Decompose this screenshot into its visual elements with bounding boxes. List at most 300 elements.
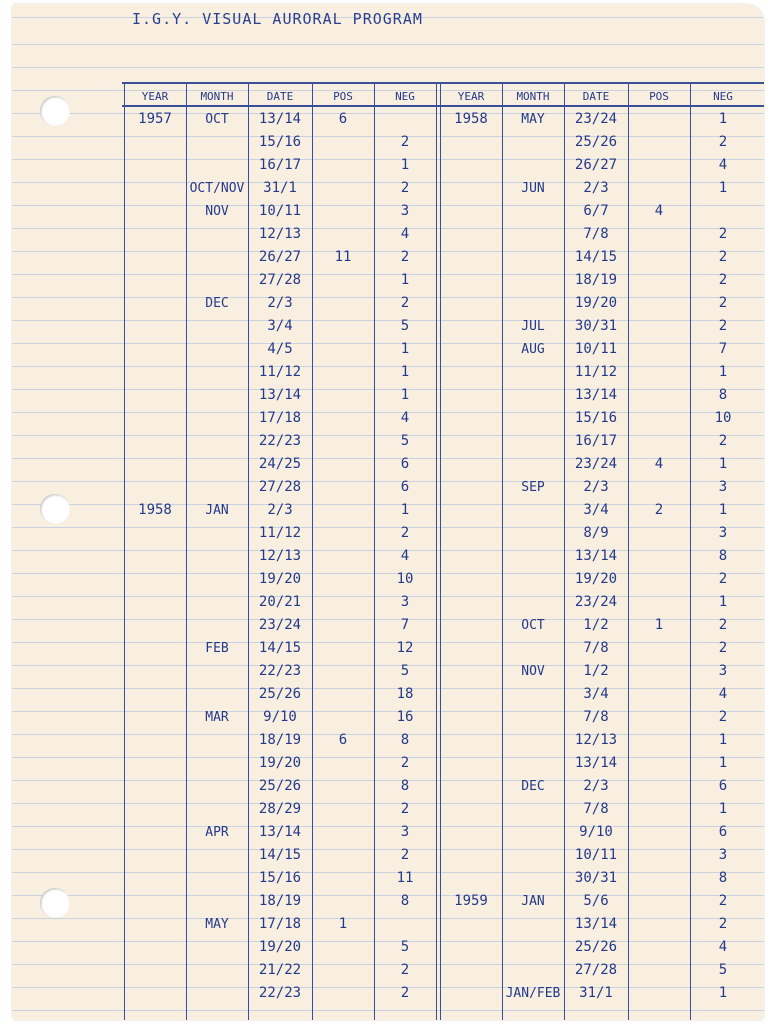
neg-cell: 3 <box>400 203 410 219</box>
date-cell: 2/3 <box>583 180 609 196</box>
year-cell <box>124 821 186 844</box>
neg-cell: 2 <box>718 640 728 656</box>
year-cell <box>440 568 502 591</box>
pos-cell <box>628 292 690 315</box>
month-cell <box>502 223 564 246</box>
neg-cell: 3 <box>718 847 728 863</box>
month-cell <box>186 568 248 591</box>
pos-cell <box>312 361 374 384</box>
year-cell: 1958 <box>138 502 172 518</box>
neg-cell: 1 <box>400 341 410 357</box>
pos-cell <box>312 683 374 706</box>
month-cell <box>186 430 248 453</box>
pos-cell: 4 <box>654 203 664 219</box>
year-cell <box>124 246 186 269</box>
neg-cell: 3 <box>718 525 728 541</box>
month-cell: NOV <box>205 204 229 219</box>
month-cell <box>186 798 248 821</box>
page-title: I.G.Y. VISUAL AURORAL PROGRAM <box>132 10 423 28</box>
pos-cell <box>312 936 374 959</box>
month-cell <box>502 591 564 614</box>
month-cell <box>186 223 248 246</box>
month-cell: NOV <box>521 664 545 679</box>
date-cell: 1/2 <box>583 617 609 633</box>
year-cell <box>440 338 502 361</box>
month-cell <box>502 269 564 292</box>
date-cell: 2/3 <box>583 778 609 794</box>
date-cell: 4/5 <box>267 341 293 357</box>
neg-cell: 1 <box>718 801 728 817</box>
pos-cell <box>312 591 374 614</box>
month-cell <box>186 614 248 637</box>
month-cell <box>186 407 248 430</box>
year-cell <box>440 936 502 959</box>
pos-cell <box>628 246 690 269</box>
pos-cell <box>312 430 374 453</box>
neg-cell: 2 <box>718 571 728 587</box>
pos-cell <box>628 982 690 1005</box>
pos-cell <box>628 683 690 706</box>
right-header-month: MONTH <box>516 90 550 103</box>
year-cell <box>124 959 186 982</box>
pos-cell <box>628 591 690 614</box>
date-cell: 15/16 <box>258 134 302 150</box>
date-cell: 25/26 <box>258 686 302 702</box>
year-cell: 1958 <box>454 111 488 127</box>
date-cell: 23/24 <box>574 456 618 472</box>
date-cell: 18/19 <box>258 732 302 748</box>
date-cell: 14/15 <box>258 847 302 863</box>
year-cell <box>440 292 502 315</box>
year-cell <box>124 407 186 430</box>
date-cell: 7/8 <box>583 709 609 725</box>
year-cell <box>440 982 502 1005</box>
neg-cell: 1 <box>718 180 728 196</box>
year-cell <box>124 223 186 246</box>
neg-cell: 5 <box>718 962 728 978</box>
month-cell <box>502 430 564 453</box>
neg-cell: 8 <box>400 732 410 748</box>
year-cell <box>124 982 186 1005</box>
pos-cell <box>628 867 690 890</box>
neg-cell: 6 <box>400 456 410 472</box>
date-cell: 17/18 <box>258 916 302 932</box>
pos-cell <box>628 269 690 292</box>
neg-cell <box>690 200 756 223</box>
year-cell <box>124 775 186 798</box>
neg-cell: 5 <box>400 433 410 449</box>
pos-cell: 11 <box>334 249 352 265</box>
pos-cell <box>312 614 374 637</box>
month-cell <box>186 315 248 338</box>
month-cell <box>502 752 564 775</box>
date-cell: 26/27 <box>258 249 302 265</box>
pos-cell <box>312 660 374 683</box>
year-cell <box>440 499 502 522</box>
month-cell <box>186 683 248 706</box>
month-cell <box>186 982 248 1005</box>
neg-cell: 1 <box>718 594 728 610</box>
month-cell: JAN/FEB <box>505 986 561 1001</box>
neg-cell: 4 <box>718 686 728 702</box>
month-cell <box>186 660 248 683</box>
date-cell: 24/25 <box>258 456 302 472</box>
pos-cell <box>628 913 690 936</box>
pos-cell: 6 <box>338 732 348 748</box>
date-cell: 11/12 <box>258 525 302 541</box>
month-cell <box>186 154 248 177</box>
neg-cell: 2 <box>400 249 410 265</box>
neg-cell: 2 <box>400 847 410 863</box>
year-cell <box>124 453 186 476</box>
neg-cell: 2 <box>400 295 410 311</box>
month-cell <box>502 407 564 430</box>
pos-cell <box>312 315 374 338</box>
month-cell: DEC <box>521 779 545 794</box>
neg-cell: 8 <box>718 548 728 564</box>
neg-cell: 2 <box>718 617 728 633</box>
year-cell <box>440 131 502 154</box>
neg-cell: 1 <box>400 387 410 403</box>
neg-cell: 2 <box>718 272 728 288</box>
pos-cell <box>628 752 690 775</box>
right-header-pos: POS <box>649 90 669 103</box>
pos-cell <box>312 982 374 1005</box>
pos-cell <box>628 384 690 407</box>
neg-cell: 2 <box>718 226 728 242</box>
year-cell <box>440 476 502 499</box>
date-cell: 23/24 <box>574 111 618 127</box>
neg-cell: 8 <box>400 893 410 909</box>
month-cell: JUL <box>521 319 545 334</box>
right-header-neg: NEG <box>713 90 733 103</box>
month-cell <box>186 959 248 982</box>
year-cell <box>440 407 502 430</box>
pos-cell <box>628 775 690 798</box>
date-cell: 31/1 <box>263 180 297 196</box>
year-cell <box>440 177 502 200</box>
date-cell: 23/24 <box>574 594 618 610</box>
year-cell <box>440 430 502 453</box>
month-cell: SEP <box>521 480 545 495</box>
pos-cell <box>628 522 690 545</box>
month-cell <box>186 361 248 384</box>
neg-cell: 1 <box>400 502 410 518</box>
left-header-neg: NEG <box>395 90 415 103</box>
date-cell: 19/20 <box>258 755 302 771</box>
year-cell <box>440 660 502 683</box>
date-cell: 14/15 <box>574 249 618 265</box>
neg-cell: 18 <box>396 686 414 702</box>
date-cell: 13/14 <box>574 755 618 771</box>
date-cell: 1/2 <box>583 663 609 679</box>
neg-cell: 8 <box>718 387 728 403</box>
pos-cell <box>312 706 374 729</box>
month-cell <box>502 936 564 959</box>
date-cell: 30/31 <box>574 318 618 334</box>
neg-cell: 2 <box>400 755 410 771</box>
date-cell: 10/11 <box>574 341 618 357</box>
header-bottom-rule <box>122 105 764 107</box>
month-cell <box>502 637 564 660</box>
left-header-month: MONTH <box>200 90 234 103</box>
year-cell <box>440 683 502 706</box>
pos-cell <box>312 269 374 292</box>
date-cell: 13/14 <box>258 387 302 403</box>
neg-cell: 5 <box>400 318 410 334</box>
neg-cell: 6 <box>400 479 410 495</box>
date-cell: 26/27 <box>574 157 618 173</box>
pos-cell <box>312 453 374 476</box>
pos-cell <box>628 568 690 591</box>
neg-cell: 3 <box>400 824 410 840</box>
pos-cell <box>628 154 690 177</box>
year-cell <box>124 729 186 752</box>
year-cell <box>124 591 186 614</box>
pos-cell <box>312 821 374 844</box>
date-cell: 17/18 <box>258 410 302 426</box>
pos-cell <box>628 545 690 568</box>
month-cell <box>502 959 564 982</box>
month-cell: AUG <box>521 342 545 357</box>
date-cell: 13/14 <box>574 387 618 403</box>
date-cell: 27/28 <box>258 272 302 288</box>
month-cell <box>186 545 248 568</box>
date-cell: 14/15 <box>258 640 302 656</box>
pos-cell <box>628 798 690 821</box>
date-cell: 12/13 <box>574 732 618 748</box>
date-cell: 10/11 <box>574 847 618 863</box>
neg-cell: 10 <box>714 410 732 426</box>
year-cell <box>440 729 502 752</box>
neg-cell: 6 <box>718 824 728 840</box>
year-cell <box>440 246 502 269</box>
date-cell: 11/12 <box>574 364 618 380</box>
neg-cell: 10 <box>396 571 414 587</box>
year-cell <box>124 867 186 890</box>
header-top-rule <box>122 82 764 84</box>
year-cell <box>440 522 502 545</box>
date-cell: 13/14 <box>258 111 302 127</box>
date-cell: 27/28 <box>258 479 302 495</box>
neg-cell <box>374 913 436 936</box>
pos-cell <box>628 729 690 752</box>
date-cell: 2/3 <box>583 479 609 495</box>
pos-cell <box>312 844 374 867</box>
neg-cell: 5 <box>400 663 410 679</box>
date-cell: 15/16 <box>574 410 618 426</box>
pos-cell <box>628 844 690 867</box>
neg-cell: 2 <box>400 134 410 150</box>
month-cell <box>186 338 248 361</box>
neg-cell: 8 <box>400 778 410 794</box>
neg-cell: 11 <box>396 870 414 886</box>
month-cell <box>502 798 564 821</box>
year-cell <box>440 844 502 867</box>
month-cell: OCT/NOV <box>189 181 245 196</box>
year-cell <box>440 200 502 223</box>
date-cell: 22/23 <box>258 985 302 1001</box>
date-cell: 15/16 <box>258 870 302 886</box>
month-cell <box>502 361 564 384</box>
year-cell <box>440 798 502 821</box>
pos-cell <box>312 959 374 982</box>
month-cell <box>502 453 564 476</box>
date-cell: 7/8 <box>583 801 609 817</box>
notebook-page <box>12 4 764 1020</box>
month-cell <box>502 867 564 890</box>
pos-cell: 4 <box>654 456 664 472</box>
month-cell: MAR <box>205 710 229 725</box>
year-cell <box>124 338 186 361</box>
neg-cell: 4 <box>400 410 410 426</box>
binder-hole-top <box>40 96 70 126</box>
pos-cell: 2 <box>654 502 664 518</box>
month-cell <box>502 154 564 177</box>
year-cell <box>440 223 502 246</box>
neg-cell: 1 <box>718 364 728 380</box>
month-cell <box>502 384 564 407</box>
date-cell: 2/3 <box>267 295 293 311</box>
month-cell <box>186 775 248 798</box>
neg-cell: 1 <box>718 456 728 472</box>
neg-cell: 1 <box>718 502 728 518</box>
date-cell: 7/8 <box>583 226 609 242</box>
year-cell <box>440 752 502 775</box>
year-cell <box>124 683 186 706</box>
pos-cell <box>628 407 690 430</box>
pos-cell <box>312 499 374 522</box>
month-cell <box>502 844 564 867</box>
year-cell <box>440 269 502 292</box>
pos-cell <box>312 131 374 154</box>
year-cell <box>124 522 186 545</box>
month-cell <box>186 867 248 890</box>
date-cell: 18/19 <box>574 272 618 288</box>
neg-cell: 4 <box>400 548 410 564</box>
neg-cell: 1 <box>400 272 410 288</box>
year-cell <box>124 315 186 338</box>
left-header-pos: POS <box>333 90 353 103</box>
date-cell: 21/22 <box>258 962 302 978</box>
pos-cell <box>628 361 690 384</box>
year-cell <box>440 775 502 798</box>
date-cell: 20/21 <box>258 594 302 610</box>
neg-cell: 16 <box>396 709 414 725</box>
date-cell: 22/23 <box>258 663 302 679</box>
pos-cell <box>312 798 374 821</box>
year-cell: 1957 <box>138 111 172 127</box>
month-cell <box>186 384 248 407</box>
pos-cell <box>628 476 690 499</box>
year-cell <box>124 292 186 315</box>
neg-cell: 2 <box>718 709 728 725</box>
month-cell <box>502 131 564 154</box>
pos-cell <box>628 430 690 453</box>
date-cell: 30/31 <box>574 870 618 886</box>
pos-cell <box>312 154 374 177</box>
neg-cell: 2 <box>718 134 728 150</box>
year-cell <box>124 844 186 867</box>
column-rule <box>436 82 437 1020</box>
neg-cell: 2 <box>718 295 728 311</box>
date-cell: 7/8 <box>583 640 609 656</box>
date-cell: 3/4 <box>267 318 293 334</box>
date-cell: 23/24 <box>258 617 302 633</box>
pos-cell <box>312 890 374 913</box>
month-cell <box>186 246 248 269</box>
month-cell <box>502 545 564 568</box>
date-cell: 25/26 <box>258 778 302 794</box>
month-cell <box>186 752 248 775</box>
neg-cell: 3 <box>718 479 728 495</box>
date-cell: 19/20 <box>258 571 302 587</box>
date-cell: 9/10 <box>263 709 297 725</box>
pos-cell <box>628 890 690 913</box>
pos-cell <box>628 315 690 338</box>
binder-hole-middle <box>40 494 70 524</box>
date-cell: 11/12 <box>258 364 302 380</box>
month-cell <box>186 476 248 499</box>
neg-cell: 1 <box>400 364 410 380</box>
neg-cell: 5 <box>400 939 410 955</box>
month-cell <box>186 890 248 913</box>
year-cell <box>440 614 502 637</box>
neg-cell: 2 <box>718 893 728 909</box>
pos-cell <box>312 292 374 315</box>
month-cell: DEC <box>205 296 229 311</box>
neg-cell: 1 <box>718 755 728 771</box>
date-cell: 10/11 <box>258 203 302 219</box>
year-cell <box>440 867 502 890</box>
month-cell: JAN <box>205 503 229 518</box>
month-cell <box>502 200 564 223</box>
neg-cell: 7 <box>718 341 728 357</box>
year-cell <box>440 315 502 338</box>
date-cell: 19/20 <box>258 939 302 955</box>
pos-cell <box>628 959 690 982</box>
year-cell <box>124 384 186 407</box>
year-cell <box>124 752 186 775</box>
pos-cell <box>312 223 374 246</box>
month-cell <box>502 821 564 844</box>
year-cell <box>124 200 186 223</box>
neg-cell: 1 <box>400 157 410 173</box>
year-cell <box>124 660 186 683</box>
month-cell <box>502 522 564 545</box>
date-cell: 28/29 <box>258 801 302 817</box>
month-cell: OCT <box>205 112 229 127</box>
year-cell <box>440 154 502 177</box>
year-cell <box>124 154 186 177</box>
year-cell <box>440 637 502 660</box>
year-cell <box>440 453 502 476</box>
year-cell <box>124 568 186 591</box>
month-cell: FEB <box>205 641 229 656</box>
year-cell <box>124 361 186 384</box>
neg-cell: 1 <box>718 985 728 1001</box>
month-cell: JUN <box>521 181 545 196</box>
year-cell <box>124 936 186 959</box>
neg-cell: 12 <box>396 640 414 656</box>
binder-hole-bottom <box>40 888 70 918</box>
date-cell: 13/14 <box>574 916 618 932</box>
pos-cell <box>312 867 374 890</box>
date-cell: 3/4 <box>583 502 609 518</box>
year-cell <box>124 706 186 729</box>
pos-cell <box>628 338 690 361</box>
date-cell: 16/17 <box>574 433 618 449</box>
